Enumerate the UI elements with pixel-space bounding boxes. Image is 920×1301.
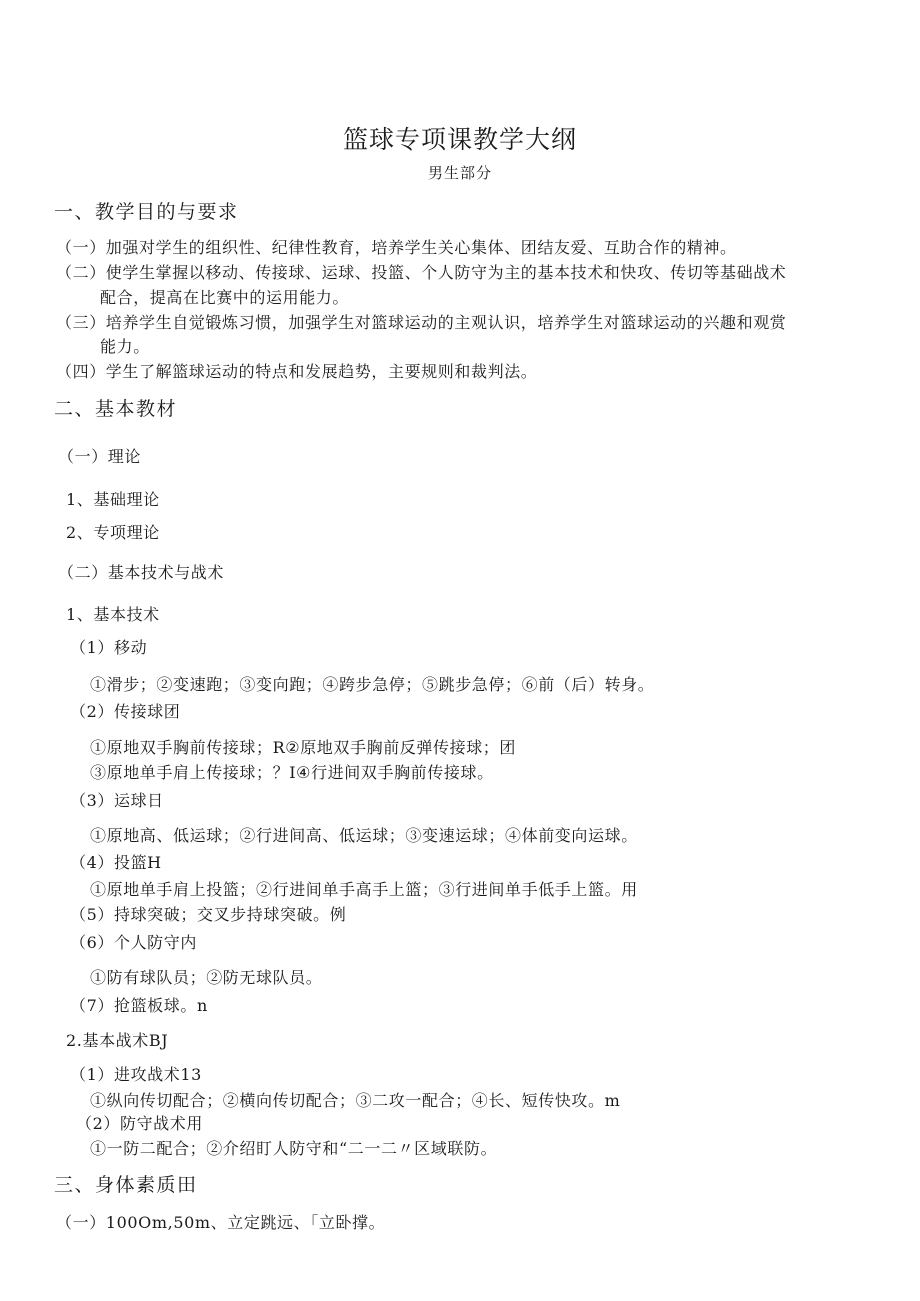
text-line: （一）加强对学生的组织性、纪律性教育，培养学生关心集体、团结友爱、互助合作的精神。	[56, 238, 737, 257]
subsection-heading: （一）理论	[58, 447, 142, 466]
document-subtitle: 男生部分	[427, 164, 492, 182]
text-line: （2）防守战术用	[76, 1114, 203, 1133]
text-line: （6）个人防守内	[70, 933, 197, 952]
text-line: ①滑步；②变速跑；③变向跑；④跨步急停；⑤跳步急停；⑥前（后）转身。	[90, 675, 655, 694]
text-line: ①纵向传切配合；②横向传切配合；③二攻一配合；④长、短传快攻。m	[90, 1091, 621, 1110]
text-line: 1、基础理论	[66, 490, 160, 509]
section-heading-3: 三、身体素质田	[54, 1174, 198, 1196]
text-line: （4）投篮H	[70, 853, 162, 872]
text-line: （三）培养学生自觉锻炼习惯，加强学生对篮球运动的主观认识，培养学生对篮球运动的兴趣和观赏	[56, 313, 787, 332]
text-line: （二）使学生掌握以移动、传接球、运球、投篮、个人防守为主的基本技术和快攻、传切等基础战术	[56, 263, 787, 282]
section-heading-1: 一、教学目的与要求	[54, 201, 239, 223]
text-line: 2、专项理论	[66, 523, 160, 542]
document-title: 篮球专项课教学大纲	[342, 125, 577, 154]
text-line: 配合，提高在比赛中的运用能力。	[100, 288, 350, 307]
text-line: （7）抢篮板球。n	[70, 996, 208, 1015]
text-line: 1、基本技术	[66, 605, 160, 624]
text-line: （1）进攻战术13	[70, 1065, 202, 1084]
text-line: （一）100Om,50m、立定跳远、「立卧撑。	[56, 1213, 386, 1232]
text-line: （5）持球突破；交叉步持球突破。例	[70, 905, 347, 924]
text-line: （2）传接球团	[70, 702, 181, 721]
text-line: ①原地单手肩上投篮；②行进间单手高手上篮；③行进间单手低手上篮。用	[90, 880, 638, 899]
text-line: ①原地高、低运球；②行进间高、低运球；③变速运球；④体前变向运球。	[90, 826, 638, 845]
subsection-heading: （二）基本技术与战术	[58, 563, 225, 582]
text-line: ①原地双手胸前传接球；R②原地双手胸前反弹传接球；团	[90, 738, 516, 757]
text-line: （3）运球日	[70, 791, 164, 810]
text-line: 2.基本战术BJ	[66, 1031, 169, 1050]
text-line: （四）学生了解篮球运动的特点和发展趋势，主要规则和裁判法。	[56, 362, 538, 381]
text-line: ③原地单手肩上传接球；？I④行进间双手胸前传接球。	[90, 763, 494, 782]
text-line: （1）移动	[70, 638, 148, 657]
text-line: 能力。	[100, 337, 150, 356]
text-line: ①一防二配合；②介绍盯人防守和“二一二〃区域联防。	[90, 1139, 498, 1158]
text-line: ①防有球队员；②防无球队员。	[90, 968, 323, 987]
section-heading-2: 二、基本教材	[54, 398, 178, 420]
